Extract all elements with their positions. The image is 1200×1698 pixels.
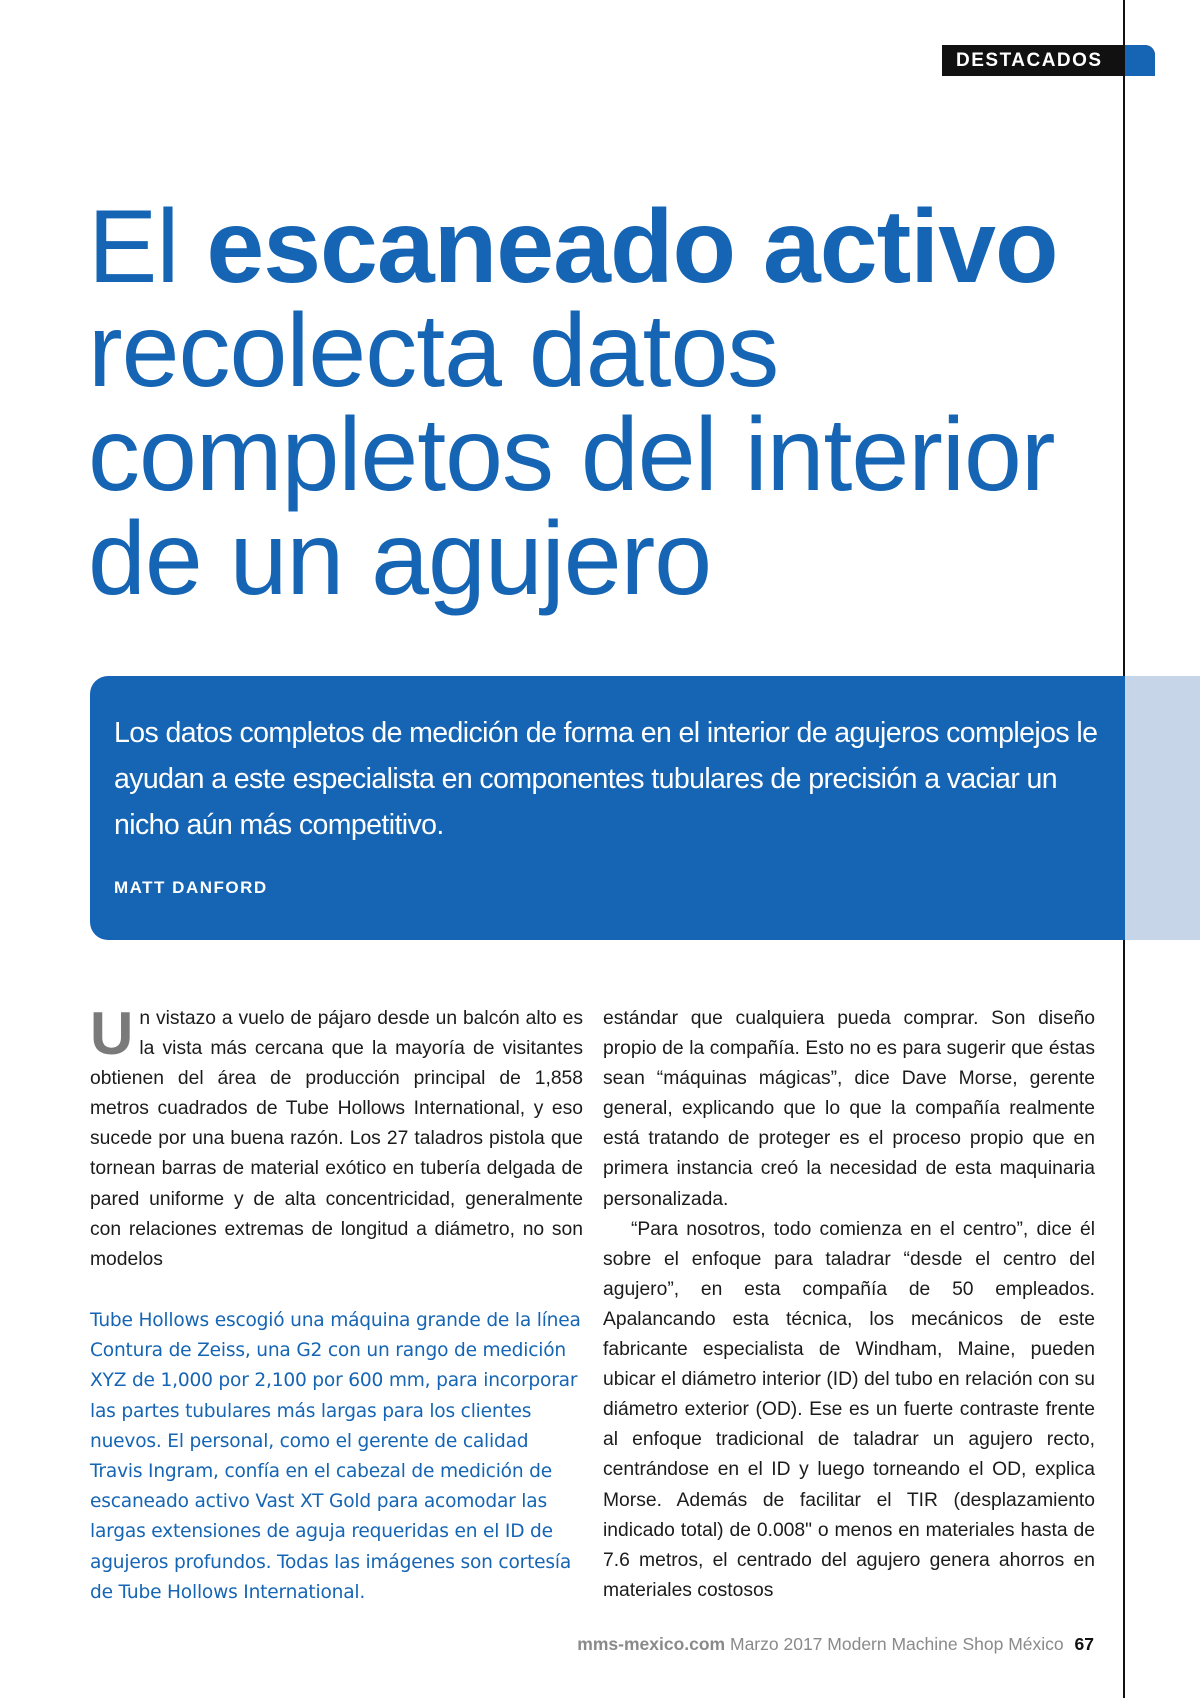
footer-website: mms-mexico.com (577, 1634, 726, 1654)
footer-issue: Marzo 2017 Modern Machine Shop México (730, 1634, 1064, 1654)
deck-box (90, 676, 1125, 940)
body-column-right (603, 1004, 1095, 1606)
section-tab-accent (1125, 45, 1155, 76)
headline-line-1 (88, 189, 1128, 305)
body-paragraph-1 (90, 1000, 583, 1275)
deck-text: Los datos completos de medición de forma en el interior de agujeros complejos le ayudan a este especialista en componentes tubulares de precisión a vaciar un nicho aún más competitivo. (114, 717, 1098, 841)
headline-line-3: completos del interior (88, 397, 1055, 513)
photo-caption: Tube Hollows escogió una máquina grande de la línea Contura de Zeiss, una G2 con un rango de medición XYZ de 1,000 por 2,100 por 600 mm, para incorporar las partes tubulares más largas para los clientes nuevos. El personal, como el gerente de calidad Travis Ingram, confía en el cabezal de medición de escaneado activo Vast XT Gold para acomodar las largas extensiones de aguja requeridas en el ID de agujeros profundos. Todas las imágenes son cortesía de Tube Hollows International. (90, 1310, 581, 1603)
drop-cap: U (90, 1000, 134, 1067)
body-paragraph-3: “Para nosotros, todo comienza en el centro”, dice él sobre el enfoque para taladrar “desde el centro del agujero”, en esta compañía de 50 empleados. Apalancando esta técnica, los mecánicos de este fabricante especialista de Windham, Maine, pueden ubicar el diámetro interior (ID) del tubo en relación con su diámetro exterior (OD). Ese es un fuerte contraste frente al enfoque tradicional de taladrar un agujero recto, centrándose en el ID y luego torneando el OD, explica Morse. Además de facilitar el TIR (desplazamiento indicado total) de 0.008" o menos en materiales hasta de 7.6 metros, el centrado del agujero genera ahorros en materiales costosos (603, 1218, 1095, 1601)
section-tab (942, 45, 1155, 76)
page-footer (577, 1634, 1094, 1655)
headline-bold-text: escaneado activo (206, 189, 1058, 305)
body-paragraph-2: estándar que cualquiera pueda comprar. Son diseño propio de la compañía. Esto no es para sugerir que éstas sean “máquinas mágicas”, dice Dave Morse, gerente general, explicando que lo que la compañía realmente está tratando de proteger es el proceso propio que en primera instancia creó la necesidad de esta maquinaria personalizada. (603, 1008, 1095, 1210)
article-headline (88, 189, 1128, 617)
headline-line-4: de un agujero (88, 501, 712, 617)
body-paragraph-1-text: n vistazo a vuelo de pájaro desde un balcón alto es la vista más cercana que la mayoría de visitantes obtienen del área de producción principal de 1,858 metros cuadrados de Tube Hollows International, y eso sucede por una buena razón. Los 27 taladros pistola que tornean barras de material exótico en tubería delgada de pared uniforme y de alta concentricidad, generalmente con relaciones extremas de longitud a diámetro, no son modelos (90, 1008, 583, 1270)
deck-side-accent (1125, 676, 1200, 940)
body-column-left (90, 1000, 583, 1275)
headline-normal-text: El (88, 189, 207, 305)
author-byline: MATT DANFORD (114, 878, 268, 897)
page-number: 67 (1074, 1634, 1094, 1654)
section-label: DESTACADOS (956, 50, 1103, 71)
headline-line-2: recolecta datos (88, 293, 779, 409)
